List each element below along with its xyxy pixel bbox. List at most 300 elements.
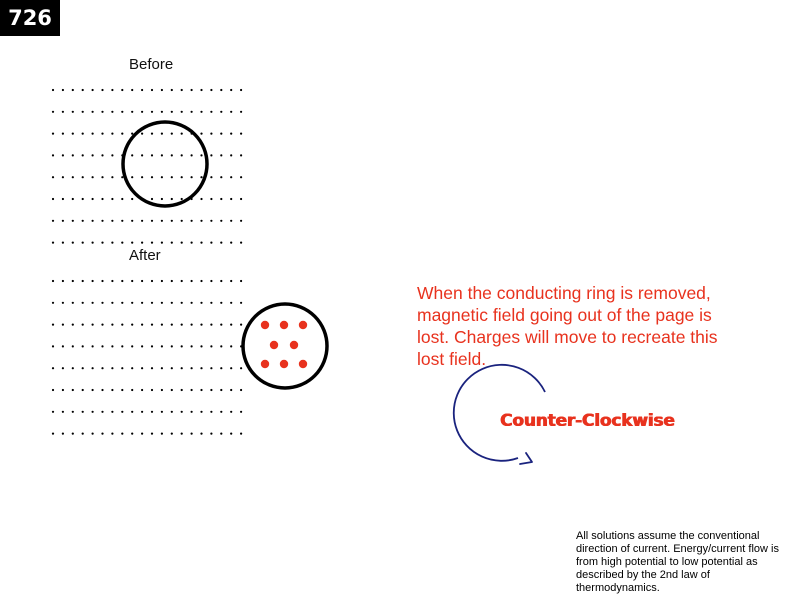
field-dot — [92, 154, 94, 156]
field-dot — [101, 389, 103, 391]
field-dot — [52, 389, 54, 391]
field-dot — [200, 154, 202, 156]
field-dot — [82, 198, 84, 200]
field-dot — [171, 111, 173, 113]
field-dot — [210, 176, 212, 178]
field-dot — [131, 302, 133, 304]
field-dot — [101, 324, 103, 326]
field-dot — [101, 280, 103, 282]
field-dot — [151, 389, 153, 391]
field-dot — [101, 133, 103, 135]
field-dot — [111, 324, 113, 326]
field-dot — [210, 154, 212, 156]
field-dot — [121, 324, 123, 326]
field-dot — [191, 176, 193, 178]
field-dot — [220, 133, 222, 135]
field-dot — [101, 89, 103, 91]
field-dot — [111, 242, 113, 244]
field-dot — [151, 176, 153, 178]
field-dot — [111, 345, 113, 347]
field-dot — [230, 198, 232, 200]
field-dot — [121, 280, 123, 282]
field-dot — [181, 433, 183, 435]
field-dot — [210, 198, 212, 200]
field-dot — [181, 89, 183, 91]
field-dot — [92, 220, 94, 222]
field-dot — [210, 345, 212, 347]
field-dot — [82, 242, 84, 244]
field-dot — [111, 220, 113, 222]
field-dot — [191, 302, 193, 304]
field-dot — [200, 411, 202, 413]
field-dot — [240, 389, 242, 391]
field-dot — [111, 133, 113, 135]
field-dot — [131, 411, 133, 413]
field-dot — [72, 324, 74, 326]
field-dot — [200, 133, 202, 135]
field-dot — [171, 324, 173, 326]
field-dot — [171, 280, 173, 282]
field-dot — [240, 367, 242, 369]
field-dot — [92, 198, 94, 200]
field-dot — [171, 433, 173, 435]
field-dot — [82, 324, 84, 326]
field-dot — [82, 133, 84, 135]
field-dot — [161, 345, 163, 347]
field-dot — [121, 198, 123, 200]
field-dot — [200, 89, 202, 91]
field-dot — [52, 345, 54, 347]
field-dot — [240, 176, 242, 178]
field-dot — [52, 154, 54, 156]
field-dot — [181, 367, 183, 369]
field-dot — [131, 389, 133, 391]
field-dot — [141, 280, 143, 282]
field-dot — [62, 324, 64, 326]
field-dot — [151, 242, 153, 244]
field-dot — [171, 389, 173, 391]
field-dot — [121, 389, 123, 391]
field-dot — [220, 154, 222, 156]
field-dot — [240, 89, 242, 91]
field-dot — [101, 176, 103, 178]
field-dot — [92, 389, 94, 391]
field-dot — [230, 176, 232, 178]
field-dot — [151, 111, 153, 113]
field-dot — [92, 433, 94, 435]
field-dot — [121, 220, 123, 222]
field-dot — [210, 389, 212, 391]
field-dot — [62, 367, 64, 369]
field-dot — [111, 111, 113, 113]
field-dot — [121, 89, 123, 91]
field-dot — [200, 242, 202, 244]
field-dot — [101, 367, 103, 369]
field-dot — [210, 433, 212, 435]
field-dot — [121, 242, 123, 244]
field-dot — [230, 242, 232, 244]
field-dot — [121, 367, 123, 369]
field-dot — [191, 389, 193, 391]
field-dot — [82, 345, 84, 347]
before-conducting-ring — [123, 122, 207, 206]
field-dot — [72, 280, 74, 282]
field-dot — [92, 324, 94, 326]
field-dot — [62, 433, 64, 435]
field-dot — [52, 302, 54, 304]
field-dot — [111, 433, 113, 435]
field-dot — [220, 111, 222, 113]
field-dot — [230, 367, 232, 369]
field-dot — [161, 154, 163, 156]
field-dot — [220, 367, 222, 369]
field-dot — [141, 345, 143, 347]
field-dot — [131, 111, 133, 113]
field-dot — [62, 89, 64, 91]
field-dot — [210, 411, 212, 413]
field-dot — [171, 220, 173, 222]
field-dot — [181, 324, 183, 326]
explanation-text: When the conducting ring is removed, magnetic field going out of the page is lost. Charges will move to recreate this lost field. — [417, 283, 718, 369]
out-of-page-field-dot — [261, 321, 269, 329]
field-dot — [191, 280, 193, 282]
field-dot — [141, 367, 143, 369]
field-dot — [191, 111, 193, 113]
field-dot — [181, 176, 183, 178]
field-dot — [191, 367, 193, 369]
field-dot — [151, 198, 153, 200]
field-dot — [121, 111, 123, 113]
field-dot — [82, 367, 84, 369]
field-dot — [171, 133, 173, 135]
field-dot — [151, 324, 153, 326]
out-of-page-field-dot — [280, 360, 288, 368]
field-dot — [161, 220, 163, 222]
field-dot — [72, 433, 74, 435]
field-dot — [151, 411, 153, 413]
field-dot — [111, 302, 113, 304]
field-dot — [240, 220, 242, 222]
field-dot — [121, 302, 123, 304]
field-dot — [141, 433, 143, 435]
field-dot — [220, 89, 222, 91]
field-dot — [121, 345, 123, 347]
field-dot — [240, 154, 242, 156]
field-dot — [141, 411, 143, 413]
field-dot — [230, 154, 232, 156]
field-dot — [151, 280, 153, 282]
field-dot — [220, 242, 222, 244]
field-dot — [161, 367, 163, 369]
field-dot — [220, 433, 222, 435]
field-dot — [191, 242, 193, 244]
field-dot — [181, 198, 183, 200]
before-label: Before — [129, 56, 174, 73]
field-dot — [191, 433, 193, 435]
field-dot — [171, 242, 173, 244]
field-dot — [151, 345, 153, 347]
field-dot — [181, 154, 183, 156]
after-conducting-ring — [243, 304, 327, 388]
field-dot — [230, 411, 232, 413]
field-dot — [161, 389, 163, 391]
field-dot — [171, 302, 173, 304]
field-dot — [151, 220, 153, 222]
field-dot — [72, 198, 74, 200]
field-dot — [230, 89, 232, 91]
field-dot — [111, 389, 113, 391]
field-dot — [141, 302, 143, 304]
field-dot — [230, 220, 232, 222]
field-dot — [62, 198, 64, 200]
field-dot — [52, 433, 54, 435]
field-dot — [52, 198, 54, 200]
field-dot — [181, 302, 183, 304]
field-dot — [191, 154, 193, 156]
field-dot — [151, 302, 153, 304]
field-dot — [171, 367, 173, 369]
field-dot — [200, 433, 202, 435]
field-dot — [82, 411, 84, 413]
field-dot — [72, 367, 74, 369]
field-dot — [171, 345, 173, 347]
field-dot — [171, 198, 173, 200]
field-dot — [52, 411, 54, 413]
field-dot — [151, 133, 153, 135]
field-dot — [240, 242, 242, 244]
field-dot — [171, 411, 173, 413]
field-dot — [52, 176, 54, 178]
after-label: After — [129, 247, 161, 264]
field-dot — [210, 89, 212, 91]
field-dot — [111, 89, 113, 91]
field-dot — [171, 154, 173, 156]
field-dot — [72, 345, 74, 347]
field-dot — [200, 302, 202, 304]
field-dot — [240, 198, 242, 200]
field-dot — [72, 176, 74, 178]
field-dot — [210, 324, 212, 326]
field-dot — [141, 89, 143, 91]
field-dot — [52, 367, 54, 369]
field-dot — [131, 324, 133, 326]
field-dot — [210, 133, 212, 135]
field-dot — [191, 220, 193, 222]
field-dot — [72, 389, 74, 391]
field-dot — [92, 176, 94, 178]
out-of-page-field-dot — [299, 360, 307, 368]
field-dot — [161, 324, 163, 326]
field-dot — [121, 133, 123, 135]
field-dot — [131, 433, 133, 435]
field-dot — [230, 133, 232, 135]
field-dot — [220, 345, 222, 347]
field-dot — [240, 411, 242, 413]
field-dot — [151, 89, 153, 91]
field-dot — [62, 302, 64, 304]
field-dot — [92, 302, 94, 304]
induced-field-dots — [261, 321, 307, 368]
field-dot — [92, 89, 94, 91]
field-dot — [72, 411, 74, 413]
field-dot — [52, 133, 54, 135]
field-dot — [181, 389, 183, 391]
field-dot — [111, 198, 113, 200]
field-dot — [161, 89, 163, 91]
field-dot — [101, 198, 103, 200]
field-dot — [82, 111, 84, 113]
field-dot — [72, 133, 74, 135]
field-dot — [101, 220, 103, 222]
field-dot — [111, 154, 113, 156]
field-dot — [121, 411, 123, 413]
field-dot — [230, 433, 232, 435]
field-dot — [220, 220, 222, 222]
field-dot — [72, 89, 74, 91]
field-dot — [161, 198, 163, 200]
field-dot — [200, 367, 202, 369]
field-dot — [210, 111, 212, 113]
field-dot — [62, 133, 64, 135]
field-dot — [230, 280, 232, 282]
field-dot — [220, 176, 222, 178]
field-dot — [220, 411, 222, 413]
field-dot — [92, 280, 94, 282]
field-dot — [230, 324, 232, 326]
field-dot — [151, 367, 153, 369]
field-dot — [191, 411, 193, 413]
field-dot — [210, 367, 212, 369]
field-dot — [141, 324, 143, 326]
field-dot — [111, 367, 113, 369]
field-dot — [220, 389, 222, 391]
field-dot — [72, 302, 74, 304]
field-dot — [101, 111, 103, 113]
field-dot — [92, 345, 94, 347]
field-dot — [151, 433, 153, 435]
out-of-page-field-dot — [280, 321, 288, 329]
field-dot — [131, 89, 133, 91]
field-dot — [121, 433, 123, 435]
field-dot — [230, 302, 232, 304]
field-dot — [161, 280, 163, 282]
field-dot — [52, 220, 54, 222]
field-dot — [92, 367, 94, 369]
field-dot — [230, 111, 232, 113]
field-dot — [131, 220, 133, 222]
field-dot — [181, 133, 183, 135]
field-dot — [200, 324, 202, 326]
field-dot — [131, 198, 133, 200]
out-of-page-field-dot — [261, 360, 269, 368]
after-field-dots — [52, 280, 242, 435]
field-dot — [101, 411, 103, 413]
field-dot — [82, 389, 84, 391]
field-dot — [141, 176, 143, 178]
footnote: All solutions assume the conventional direction of current. Energy/current flow is from high potential to low potential as described by the 2nd law of thermodynamics. — [576, 530, 779, 594]
field-dot — [82, 220, 84, 222]
field-dot — [101, 433, 103, 435]
field-dot — [240, 324, 242, 326]
field-dot — [52, 242, 54, 244]
field-dot — [131, 176, 133, 178]
field-dot — [200, 111, 202, 113]
field-dot — [131, 345, 133, 347]
field-dot — [62, 242, 64, 244]
field-dot — [200, 345, 202, 347]
field-dot — [72, 242, 74, 244]
field-dot — [240, 280, 242, 282]
field-dot — [240, 133, 242, 135]
field-dot — [72, 154, 74, 156]
field-dot — [82, 89, 84, 91]
field-dot — [181, 220, 183, 222]
field-dot — [131, 154, 133, 156]
field-dot — [52, 280, 54, 282]
field-dot — [82, 433, 84, 435]
field-dot — [141, 133, 143, 135]
field-dot — [82, 302, 84, 304]
field-dot — [62, 154, 64, 156]
field-dot — [161, 411, 163, 413]
field-dot — [131, 242, 133, 244]
field-dot — [131, 280, 133, 282]
field-dot — [101, 345, 103, 347]
field-dot — [92, 133, 94, 135]
field-dot — [52, 89, 54, 91]
field-dot — [220, 280, 222, 282]
field-dot — [82, 154, 84, 156]
field-dot — [62, 220, 64, 222]
field-dot — [240, 302, 242, 304]
field-dot — [82, 280, 84, 282]
field-dot — [161, 176, 163, 178]
field-dot — [200, 220, 202, 222]
field-dot — [72, 220, 74, 222]
field-dot — [220, 324, 222, 326]
field-dot — [210, 220, 212, 222]
field-dot — [141, 242, 143, 244]
field-dot — [141, 111, 143, 113]
field-dot — [200, 389, 202, 391]
out-of-page-field-dot — [270, 341, 278, 349]
field-dot — [210, 280, 212, 282]
field-dot — [101, 242, 103, 244]
field-dot — [161, 133, 163, 135]
field-dot — [92, 111, 94, 113]
field-dot — [111, 176, 113, 178]
field-dot — [210, 242, 212, 244]
field-dot — [131, 367, 133, 369]
field-dot — [220, 302, 222, 304]
field-dot — [111, 411, 113, 413]
field-dot — [62, 176, 64, 178]
field-dot — [240, 433, 242, 435]
field-dot — [181, 111, 183, 113]
field-dot — [82, 176, 84, 178]
field-dot — [111, 280, 113, 282]
field-dot — [101, 302, 103, 304]
field-dot — [220, 198, 222, 200]
out-of-page-field-dot — [299, 321, 307, 329]
field-dot — [161, 433, 163, 435]
field-dot — [62, 411, 64, 413]
field-dot — [141, 220, 143, 222]
field-dot — [151, 154, 153, 156]
field-dot — [161, 111, 163, 113]
field-dot — [141, 389, 143, 391]
slide-number: 726 — [0, 0, 60, 36]
